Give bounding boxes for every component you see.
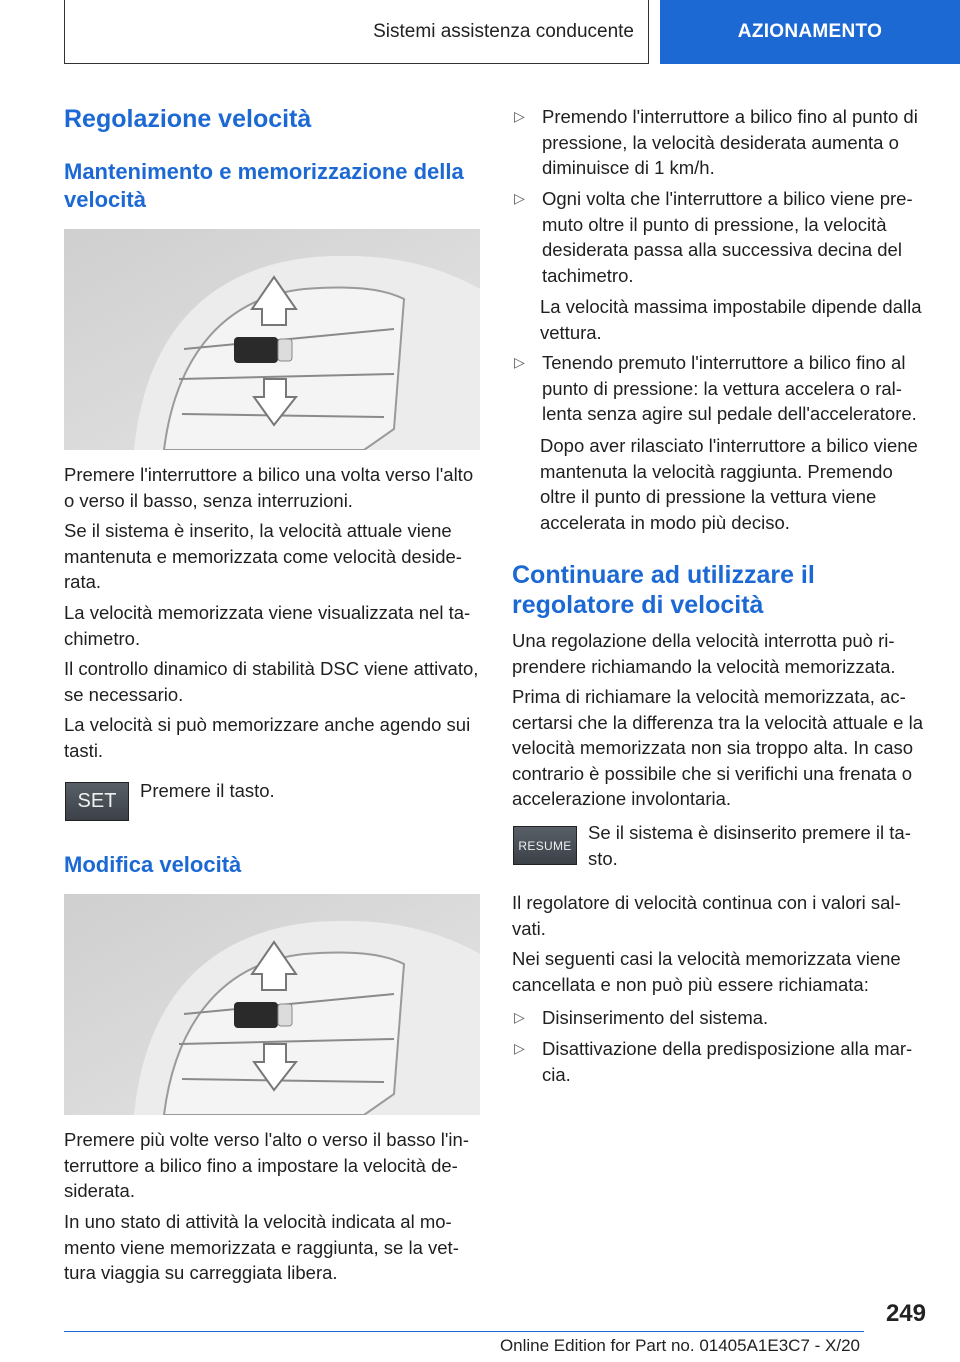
paragraph-press-repeatedly: Premere più volte verso l'alto o verso il basso l'interruttore a bilico fino a impostare la velocità desiderata.: [64, 1129, 469, 1201]
list-item-note: La velocità massima impostabile dipende dalla vettura.: [540, 296, 922, 343]
set-button-label: SET: [77, 790, 117, 812]
bullet-arrow-icon: ▷: [514, 190, 525, 206]
paragraph-speedometer: La velocità memorizzata viene visualizzata nel tachimetro.: [64, 602, 471, 649]
paragraph-active-state: In uno stato di attività la velocità indicata al momento viene memorizzata e raggiunta, se la vettura viaggia su carreggiata libera.: [64, 1211, 459, 1283]
list-item-text: Ogni volta che l'interruttore a bilico viene premuto oltre il punto di pressione, la velocità desiderata passa alla successiva decina del tachimetro.: [542, 188, 913, 286]
bullet-arrow-icon: ▷: [514, 108, 525, 124]
header-chapter-label: AZIONAMENTO: [737, 21, 883, 42]
section-title-continue: Continuare ad utilizzare il regolatore di velocità: [512, 561, 815, 619]
footer-edition: Online Edition for Part no. 01405A1E3C7 - X/20: [499, 1336, 860, 1355]
paragraph-press-switch: Premere l'interruttore a bilico una volta verso l'alto o verso il basso, senza interruzioni.: [64, 464, 474, 511]
paragraph-continues: Il regolatore di velocità continua con i valori salvati.: [512, 892, 901, 939]
paragraph-press-key: Premere il tasto.: [140, 780, 275, 801]
list-item-text: Tenendo premuto l'interruttore a bilico fino al punto di pressione: la vettura accelera o rallenta senza agire sul pedale dell'acceleratore.: [542, 352, 917, 424]
list-item: [512, 350, 928, 427]
paragraph-dsc: Il controllo dinamico di stabilità DSC viene attivato, se necessario.: [64, 658, 479, 705]
section-title: Regolazione velocità: [64, 105, 312, 133]
steering-switch-image-1: [64, 229, 480, 450]
footer-divider: [64, 1331, 864, 1332]
paragraph-resume-info: Una regolazione della velocità interrotta può riprendere richiamando la velocità memorizzata.: [512, 630, 896, 677]
list-item-note: Dopo aver rilasciato l'interruttore a bilico viene mantenuta la velocità raggiunta. Premendo oltre il punto di pressione la vettura viene accelerata in modo più deciso.: [540, 435, 918, 533]
rocker-switch-illustration: [64, 229, 480, 450]
list-item: [512, 104, 928, 181]
steering-switch-image-2: [64, 894, 480, 1115]
header-chapter-tab: [660, 0, 960, 64]
bullet-arrow-icon: ▷: [514, 1009, 525, 1025]
paragraph-before-resume: Prima di richiamare la velocità memorizzata, accertarsi che la differenza tra la velocità attuale e la velocità memorizzata non sia troppo alta. In caso contrario è possibile che si verifichi una frenata o accelerazione involontaria.: [512, 686, 923, 809]
set-button-icon: [65, 782, 129, 821]
list-item: [512, 1005, 928, 1031]
page-number: 249: [885, 1300, 926, 1327]
list-item: [512, 186, 928, 288]
subsection-title-change-speed: Modifica velocità: [64, 852, 242, 877]
subsection-title-memorize: Mantenimento e memorizzazione della velocità: [64, 159, 464, 212]
list-item-text: Premendo l'interruttore a bilico fino al punto di pressione, la velocità desiderata aumenta o diminuisce di 1 km/h.: [542, 106, 918, 178]
bullet-arrow-icon: ▷: [514, 354, 525, 370]
bullet-arrow-icon: ▷: [514, 1040, 525, 1056]
header-section-tab: [64, 0, 649, 64]
paragraph-press-resume: Se il sistema è disinserito premere il tasto.: [588, 822, 911, 869]
resume-button-icon: [513, 826, 577, 865]
list-item-text: Disinserimento del sistema.: [542, 1007, 769, 1028]
paragraph-cancelled: Nei seguenti casi la velocità memorizzata viene cancellata e non può più essere richiamata:: [512, 948, 901, 995]
header-section-label: Sistemi assistenza conducente: [373, 20, 634, 42]
list-item-text: Disattivazione della predisposizione alla marcia.: [542, 1038, 913, 1085]
paragraph-keys: La velocità si può memorizzare anche agendo sui tasti.: [64, 714, 471, 761]
resume-button-label: RESUME: [518, 838, 572, 853]
paragraph-system-on: Se il sistema è inserito, la velocità attuale viene mantenuta e memorizzata come velocità desiderata.: [64, 520, 462, 592]
rocker-switch-illustration-2: [64, 894, 480, 1115]
list-item: [512, 1036, 928, 1087]
